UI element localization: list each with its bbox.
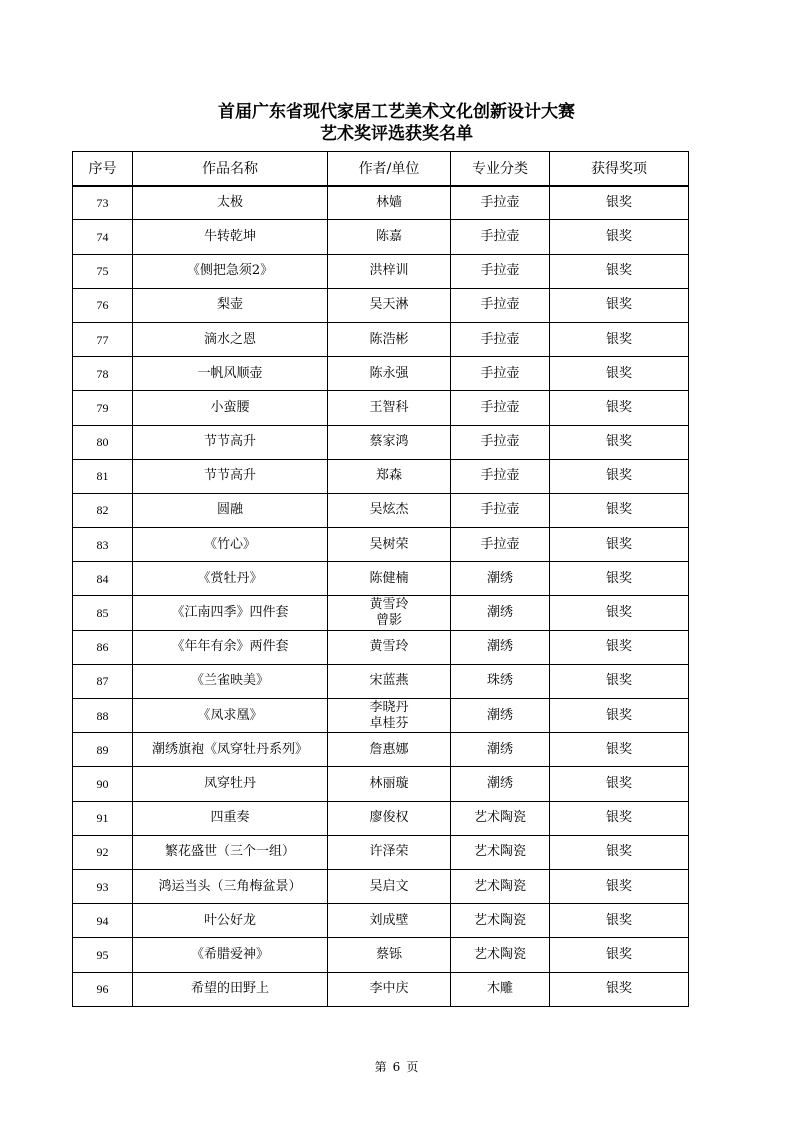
cell-work: 《希腊爱神》 <box>133 938 328 972</box>
cell-no: 90 <box>73 767 133 801</box>
cell-author <box>328 562 451 596</box>
author-name: 王智科 <box>369 399 409 415</box>
cell-work: 鸿运当头（三角梅盆景） <box>133 869 328 903</box>
header-category: 专业分类 <box>451 152 550 186</box>
author-name: 卓桂芬 <box>369 715 409 731</box>
cell-author <box>328 904 451 938</box>
author-name: 刘成壁 <box>369 912 409 928</box>
table-row <box>73 288 689 322</box>
cell-no: 92 <box>73 835 133 869</box>
cell-author <box>328 938 451 972</box>
table-row <box>73 220 689 254</box>
cell-work: 叶公好龙 <box>133 904 328 938</box>
cell-no: 93 <box>73 869 133 903</box>
cell-award: 银奖 <box>550 391 689 425</box>
cell-work: 小蛮腰 <box>133 391 328 425</box>
cell-author <box>328 596 451 630</box>
cell-work: 《江南四季》四件套 <box>133 596 328 630</box>
footer-prefix: 第 <box>374 1060 387 1074</box>
author-name: 洪梓训 <box>369 263 409 279</box>
author-name: 陈永强 <box>369 365 409 381</box>
cell-award: 银奖 <box>550 835 689 869</box>
cell-no: 74 <box>73 220 133 254</box>
cell-category: 木雕 <box>451 972 550 1006</box>
cell-no: 80 <box>73 425 133 459</box>
cell-work: 圆融 <box>133 493 328 527</box>
table-row <box>73 528 689 562</box>
cell-author <box>328 733 451 767</box>
author-name: 吴启文 <box>369 878 409 894</box>
cell-award: 银奖 <box>550 254 689 288</box>
table-row <box>73 493 689 527</box>
cell-category: 手拉壶 <box>451 391 550 425</box>
cell-no: 82 <box>73 493 133 527</box>
cell-award: 银奖 <box>550 767 689 801</box>
cell-category: 潮绣 <box>451 767 550 801</box>
cell-author <box>328 699 451 733</box>
header-work: 作品名称 <box>133 152 328 186</box>
cell-no: 95 <box>73 938 133 972</box>
cell-work: 《年年有余》两件套 <box>133 630 328 664</box>
cell-category: 艺术陶瓷 <box>451 801 550 835</box>
cell-category: 手拉壶 <box>451 254 550 288</box>
cell-award: 银奖 <box>550 459 689 493</box>
author-name: 詹惠娜 <box>369 741 409 757</box>
cell-author <box>328 186 451 220</box>
footer-suffix: 页 <box>406 1060 419 1074</box>
table-row <box>73 357 689 391</box>
author-name: 吴天淋 <box>369 297 409 313</box>
table-row <box>73 664 689 698</box>
cell-author <box>328 459 451 493</box>
cell-category: 艺术陶瓷 <box>451 835 550 869</box>
header-author: 作者/单位 <box>328 152 451 186</box>
cell-author <box>328 869 451 903</box>
table-row <box>73 596 689 630</box>
author-name: 黄雪玲 <box>369 597 409 613</box>
table-row <box>73 869 689 903</box>
author-name: 宋蓝燕 <box>369 673 409 689</box>
page-number: 6 <box>392 1060 401 1074</box>
cell-category: 手拉壶 <box>451 220 550 254</box>
author-name: 蔡家鸿 <box>369 434 409 450</box>
cell-author <box>328 357 451 391</box>
cell-no: 96 <box>73 972 133 1006</box>
cell-author <box>328 767 451 801</box>
cell-author <box>328 801 451 835</box>
table-row <box>73 904 689 938</box>
cell-category: 手拉壶 <box>451 288 550 322</box>
cell-no: 79 <box>73 391 133 425</box>
cell-author <box>328 664 451 698</box>
table-row <box>73 767 689 801</box>
author-name: 郑森 <box>375 468 402 484</box>
cell-author <box>328 220 451 254</box>
cell-no: 78 <box>73 357 133 391</box>
cell-award: 银奖 <box>550 493 689 527</box>
cell-category: 艺术陶瓷 <box>451 869 550 903</box>
cell-no: 84 <box>73 562 133 596</box>
cell-category: 艺术陶瓷 <box>451 938 550 972</box>
table-header-row <box>73 152 689 186</box>
table-row <box>73 186 689 220</box>
cell-no: 76 <box>73 288 133 322</box>
author-name: 林嫱 <box>375 195 402 211</box>
table-row <box>73 630 689 664</box>
author-name: 吴树荣 <box>369 536 409 552</box>
cell-category: 潮绣 <box>451 733 550 767</box>
cell-no: 83 <box>73 528 133 562</box>
cell-award: 银奖 <box>550 322 689 356</box>
author-name: 李中庆 <box>369 981 409 997</box>
cell-work: 一帆风顺壶 <box>133 357 328 391</box>
cell-award: 银奖 <box>550 801 689 835</box>
table-row <box>73 835 689 869</box>
cell-no: 89 <box>73 733 133 767</box>
table-row <box>73 562 689 596</box>
author-name: 黄雪玲 <box>369 639 409 655</box>
table-row <box>73 322 689 356</box>
cell-work: 潮绣旗袍《凤穿牡丹系列》 <box>133 733 328 767</box>
cell-work: 《赏牡丹》 <box>133 562 328 596</box>
cell-author <box>328 425 451 459</box>
table-row <box>73 972 689 1006</box>
cell-no: 77 <box>73 322 133 356</box>
cell-category: 艺术陶瓷 <box>451 904 550 938</box>
cell-work: 《兰雀映美》 <box>133 664 328 698</box>
cell-category: 珠绣 <box>451 664 550 698</box>
cell-category: 手拉壶 <box>451 357 550 391</box>
cell-work: 滴水之恩 <box>133 322 328 356</box>
author-name: 许泽荣 <box>369 844 409 860</box>
cell-award: 银奖 <box>550 904 689 938</box>
author-name: 李晓丹 <box>369 699 409 715</box>
cell-author <box>328 493 451 527</box>
cell-author <box>328 391 451 425</box>
cell-category: 手拉壶 <box>451 493 550 527</box>
cell-no: 94 <box>73 904 133 938</box>
table-row <box>73 391 689 425</box>
cell-category: 手拉壶 <box>451 186 550 220</box>
cell-author <box>328 288 451 322</box>
cell-category: 潮绣 <box>451 699 550 733</box>
cell-category: 手拉壶 <box>451 425 550 459</box>
cell-award: 银奖 <box>550 733 689 767</box>
cell-work: 梨壶 <box>133 288 328 322</box>
cell-work: 四重奏 <box>133 801 328 835</box>
cell-award: 银奖 <box>550 869 689 903</box>
cell-work: 繁花盛世（三个一组） <box>133 835 328 869</box>
cell-author <box>328 835 451 869</box>
cell-award: 银奖 <box>550 630 689 664</box>
cell-award: 银奖 <box>550 699 689 733</box>
header-no: 序号 <box>73 152 133 186</box>
table-row <box>73 801 689 835</box>
cell-work: 牛转乾坤 <box>133 220 328 254</box>
cell-author <box>328 254 451 288</box>
author-name: 吴炫杰 <box>369 502 409 518</box>
cell-award: 银奖 <box>550 186 689 220</box>
cell-author <box>328 630 451 664</box>
cell-award: 银奖 <box>550 938 689 972</box>
cell-work: 希望的田野上 <box>133 972 328 1006</box>
cell-no: 85 <box>73 596 133 630</box>
author-name: 曾影 <box>375 613 402 629</box>
cell-no: 88 <box>73 699 133 733</box>
cell-award: 银奖 <box>550 664 689 698</box>
cell-work: 节节高升 <box>133 425 328 459</box>
table-row <box>73 699 689 733</box>
cell-category: 手拉壶 <box>451 528 550 562</box>
table-row <box>73 938 689 972</box>
awards-table <box>72 151 689 1007</box>
cell-category: 潮绣 <box>451 630 550 664</box>
cell-award: 银奖 <box>550 596 689 630</box>
author-name: 陈浩彬 <box>369 331 409 347</box>
cell-author <box>328 528 451 562</box>
cell-category: 手拉壶 <box>451 322 550 356</box>
cell-award: 银奖 <box>550 972 689 1006</box>
cell-no: 73 <box>73 186 133 220</box>
cell-work: 节节高升 <box>133 459 328 493</box>
author-name: 廖俊权 <box>369 810 409 826</box>
cell-award: 银奖 <box>550 357 689 391</box>
author-name: 林丽璇 <box>369 775 409 791</box>
cell-work: 《凤求凰》 <box>133 699 328 733</box>
document-title: 首届广东省现代家居工艺美术文化创新设计大赛 <box>218 102 575 122</box>
cell-award: 银奖 <box>550 562 689 596</box>
cell-award: 银奖 <box>550 528 689 562</box>
cell-category: 手拉壶 <box>451 459 550 493</box>
cell-no: 91 <box>73 801 133 835</box>
cell-no: 87 <box>73 664 133 698</box>
cell-no: 86 <box>73 630 133 664</box>
cell-category: 潮绣 <box>451 596 550 630</box>
author-name: 蔡铄 <box>375 946 402 962</box>
cell-work: 凤穿牡丹 <box>133 767 328 801</box>
table-row <box>73 733 689 767</box>
cell-author <box>328 322 451 356</box>
table-row <box>73 425 689 459</box>
table-body <box>73 186 689 1007</box>
table-row <box>73 254 689 288</box>
page-footer <box>0 1058 793 1075</box>
cell-award: 银奖 <box>550 288 689 322</box>
cell-work: 《侧把急须2》 <box>133 254 328 288</box>
table-row <box>73 459 689 493</box>
document-subtitle: 艺术奖评选获奖名单 <box>320 124 473 144</box>
cell-no: 75 <box>73 254 133 288</box>
cell-category: 潮绣 <box>451 562 550 596</box>
cell-award: 银奖 <box>550 425 689 459</box>
cell-award: 银奖 <box>550 220 689 254</box>
author-name: 陈嘉 <box>375 228 402 244</box>
header-award: 获得奖项 <box>550 152 689 186</box>
cell-work: 太极 <box>133 186 328 220</box>
cell-work: 《竹心》 <box>133 528 328 562</box>
cell-no: 81 <box>73 459 133 493</box>
author-name: 陈健楠 <box>369 570 409 586</box>
cell-author <box>328 972 451 1006</box>
